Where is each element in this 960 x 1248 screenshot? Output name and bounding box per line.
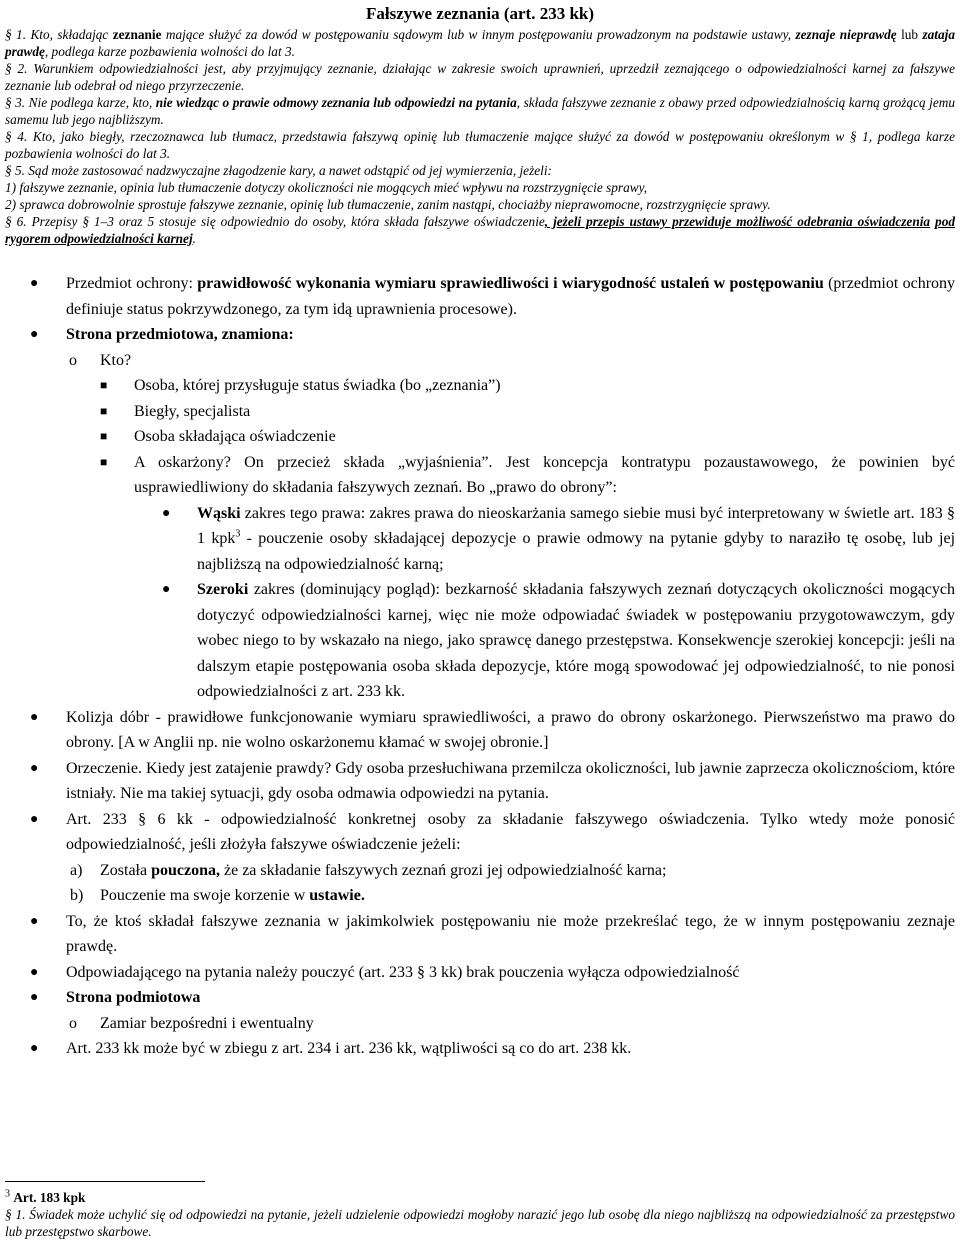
- statute-paragraph-6: § 6. Przepisy § 1–3 oraz 5 stosuje się odpowiednio do osoby, która składa fałszywe oświadczenie, jeżeli przepis ustawy przewiduje możliwość odebrania oświadczenia pod rygorem odpowiedzialności karnej.: [5, 214, 955, 246]
- bullet-icon: ●: [30, 990, 39, 1005]
- bullet-icon: ●: [162, 582, 171, 597]
- sub-sub-list-item: ■ Osoba, której przysługuje status świadka (bo „zeznania”): [100, 373, 955, 399]
- sub-sub-list-item: ■ Biegły, specjalista: [100, 399, 955, 425]
- lettered-item: a) Została pouczona, że za składanie fałszywych zeznań grozi jej odpowiedzialność karna;: [70, 861, 667, 879]
- footnote: [5, 1189, 955, 1240]
- bullet-icon: ●: [30, 760, 39, 776]
- list-item: ● Przedmiot ochrony: prawidłowość wykonania wymiaru sprawiedliwości i wiarygodność ustaleń w postępowaniu (przedmiot ochrony definiuje status pokrzywdzonego, za tym idą uprawnienia procesowe).: [5, 271, 955, 322]
- statute-paragraph-5-item-2: 2) sprawca dobrowolnie sprostuje fałszywe zeznanie, opinię lub tłumaczenie, zanim nastąpi, chociażby nieprawomocne, rozstrzygnięcie sprawy.: [5, 197, 771, 212]
- list-item: ● Art. 233 kk może być w zbiegu z art. 234 i art. 236 kk, wątpliwości są co do art. 238 kk.: [5, 1036, 955, 1062]
- square-bullet-icon: ■: [100, 378, 108, 392]
- paragraph-number: § 5.: [5, 163, 25, 178]
- circle-bullet-icon: o: [69, 1014, 77, 1032]
- narrow-scope-item: ● Wąski zakres tego prawa: zakres prawa do nieoskarżania samego siebie musi być interpretowany w świetle art. 183 § 1 kpk$^3$ - pouczenie osoby składającej depozycje o prawie odmowy na pytanie gdyby to naraziło tę osobę, lub jej najbliższą na odpowiedzialność karną;: [134, 501, 955, 578]
- footnote-mark: 3: [5, 1188, 10, 1200]
- lettered-item: b) Pouczenie ma swoje korzenie w ustawie.: [70, 887, 365, 904]
- square-bullet-icon: ■: [100, 454, 108, 469]
- sub-sub-list-item: ■ Osoba składająca oświadczenie: [100, 424, 955, 450]
- list-item: ● Odpowiadającego na pytania należy pouczyć (art. 233 § 3 kk) brak pouczenia wyłącza odpowiedzialność: [5, 960, 955, 986]
- footnote-title: Art. 183 kpk: [13, 1190, 86, 1205]
- footnote-reference[interactable]: 3: [235, 528, 241, 540]
- bullet-icon: ●: [162, 505, 171, 521]
- bullet-icon: ●: [30, 1041, 39, 1056]
- bullet-icon: ●: [30, 811, 39, 827]
- list-item: ● Orzeczenie. Kiedy jest zatajenie prawdy? Gdy osoba przesłuchiwana przemilcza okoliczności, lub jawnie zaprzecza okolicznościom, które istniały. Nie ma takiej sytuacji, gdy osoba odmawia odpowiedzi na pytania.: [5, 756, 955, 807]
- footnote-text: § 1. Świadek może uchylić się od odpowiedzi na pytanie, jeżeli udzielenie odpowiedzi mogłoby narazić jego lub osobę dla niego najbliższą na odpowiedzialność za przestępstwo lub przestępstwo skarbowe.: [5, 1207, 955, 1239]
- square-bullet-icon: ■: [100, 429, 108, 443]
- bullet-icon: ●: [30, 964, 39, 980]
- bullet-icon: ●: [30, 276, 39, 291]
- list-item: ● Strona przedmiotowa, znamiona: o Kto? ■ Osoba, której przysługuje status świadka (bo „zeznania”) ■ Biegły, specjalista ■ Osoba składająca oświadczenie ■ A oskarżony? On przecież składa „wyjaśnienia”. Jest koncepcja kontratypu pozaustawowego, że powinien być usprawiedliwiony do składania fałszywych zeznań. Bo „prawo do obrony”: ● Wąski zakres tego prawa: zakres prawa do nieoskarżania samego siebie musi być interpretowany w świetle art. 183 § 1 kpk$^3$ - pouczenie osoby składającej depozycje o prawie odmowy na pytanie gdyby to naraziło tę osobę, lub jej najbliższą na odpowiedzialność karną; ● Szeroki zakres (dominujący pogląd): bezkarność składania fałszywych zeznań dotyczących okoliczności mogących dotyczyć odpowiedzialności karnej, więc nie może odpowiadać świadek w postępowaniu przygotowawczym, gdy wobec niego to by wskazało na niego, jako sprawcę danego przestępstwa. Konsekwencje szerokiej koncepcji: jeśli na dalszym etapie postępowania osoba składa depozycje, które mogą spowodować jej odpowiedzialność, to nie ponosi odpowiedzialności z art. 233 kk.: [5, 322, 955, 705]
- sub-list-item: o Zamiar bezpośredni i ewentualny: [66, 1011, 955, 1037]
- page-title: Fałszywe zeznania (art. 233 kk): [365, 4, 595, 23]
- paragraph-number: § 6.: [5, 214, 27, 229]
- bullet-icon: ●: [30, 709, 39, 725]
- sub-sub-list-item: ■ A oskarżony? On przecież składa „wyjaśnienia”. Jest koncepcja kontratypu pozaustawowego, że powinien być usprawiedliwiony do składania fałszywych zeznań. Bo „prawo do obrony”: ● Wąski zakres tego prawa: zakres prawa do nieoskarżania samego siebie musi być interpretowany w świetle art. 183 § 1 kpk$^3$ - pouczenie osoby składającej depozycje o prawie odmowy na pytanie gdyby to naraziło tę osobę, lub jej najbliższą na odpowiedzialność karną; ● Szeroki zakres (dominujący pogląd): bezkarność składania fałszywych zeznań dotyczących okoliczności mogących dotyczyć odpowiedzialności karnej, więc nie może odpowiadać świadek w postępowaniu przygotowawczym, gdy wobec niego to by wskazało na niego, jako sprawcę danego przestępstwa. Konsekwencje szerokiej koncepcji: jeśli na dalszym etapie postępowania osoba składa depozycje, które mogą spowodować jej odpowiedzialność, to nie ponosi odpowiedzialności z art. 233 kk.: [100, 450, 955, 705]
- list-item: ● Strona podmiotowa o Zamiar bezpośredni i ewentualny: [5, 985, 955, 1036]
- square-bullet-icon: ■: [100, 403, 108, 418]
- paragraph-number: § 3.: [5, 95, 26, 110]
- paragraph-number: § 2.: [5, 61, 28, 76]
- statute-text: [5, 26, 955, 247]
- footnote-separator: [5, 1181, 205, 1182]
- paragraph-number: § 4.: [5, 129, 28, 144]
- paragraph-number: § 1.: [5, 27, 27, 42]
- sub-list-item: o Kto? ■ Osoba, której przysługuje status świadka (bo „zeznania”) ■ Biegły, specjalista ■ Osoba składająca oświadczenie ■ A oskarżony? On przecież składa „wyjaśnienia”. Jest koncepcja kontratypu pozaustawowego, że powinien być usprawiedliwiony do składania fałszywych zeznań. Bo „prawo do obrony”: ● Wąski zakres tego prawa: zakres prawa do nieoskarżania samego siebie musi być interpretowany w świetle art. 183 § 1 kpk$^3$ - pouczenie osoby składającej depozycje o prawie odmowy na pytanie gdyby to naraziło tę osobę, lub jej najbliższą na odpowiedzialność karną; ● Szeroki zakres (dominujący pogląd): bezkarność składania fałszywych zeznań dotyczących okoliczności mogących dotyczyć odpowiedzialności karnej, więc nie może odpowiadać świadek w postępowaniu przygotowawczym, gdy wobec niego to by wskazało na niego, jako sprawcę danego przestępstwa. Konsekwencje szerokiej koncepcji: jeśli na dalszym etapie postępowania osoba składa depozycje, które mogą spowodować jej odpowiedzialność, to nie ponosi odpowiedzialności z art. 233 kk.: [66, 348, 955, 705]
- statute-paragraph-1: § 1. Kto, składając zeznanie mające służyć za dowód w postępowaniu sądowym lub w innym postępowaniu prowadzonym na podstawie ustawy, zeznaje nieprawdę lub zataja prawdę, podlega karze pozbawienia wolności do lat 3.: [5, 27, 955, 59]
- statute-paragraph-4: § 4. Kto, jako biegły, rzeczoznawca lub tłumacz, przedstawia fałszywą opinię lub tłumaczenie mające służyć za dowód w postępowaniu określonym w § 1, podlega karze pozbawienia wolności do lat 3.: [5, 129, 955, 161]
- statute-paragraph-5: § 5. Sąd może zastosować nadzwyczajne złagodzenie kary, a nawet odstąpić od jej wymierzenia, jeżeli:: [5, 163, 552, 178]
- list-item: ● Kolizja dóbr - prawidłowe funkcjonowanie wymiaru sprawiedliwości, a prawo do obrony oskarżonego. Pierwszeństwo ma prawo do obrony. [A w Anglii np. nie wolno oskarżonemu kłamać w swojej obronie.]: [5, 705, 955, 756]
- list-item: ● To, że ktoś składał fałszywe zeznania w jakimkolwiek postępowaniu nie może przekreślać tego, że w innym postępowaniu zeznaje prawdę.: [5, 909, 955, 960]
- bullet-icon: ●: [30, 913, 39, 929]
- statute-paragraph-2: § 2. Warunkiem odpowiedzialności jest, aby przyjmujący zeznanie, działając w zakresie swoich uprawnień, uprzedził zeznającego o odpowiedzialności karnej za fałszywe zeznanie lub odebrał od niego przyrzeczenie.: [5, 61, 956, 93]
- statute-paragraph-5-item-1: 1) fałszywe zeznanie, opinia lub tłumaczenie dotyczy okoliczności nie mogących mieć wpływu na rozstrzygnięcie sprawy,: [5, 180, 648, 195]
- broad-scope-item: ● Szeroki zakres (dominujący pogląd): bezkarność składania fałszywych zeznań dotyczących okoliczności mogących dotyczyć odpowiedzialności karnej, więc nie może odpowiadać świadek w postępowaniu przygotowawczym, gdy wobec niego to by wskazało na niego, jako sprawcę danego przestępstwa. Konsekwencje szerokiej koncepcji: jeśli na dalszym etapie postępowania osoba składa depozycje, które mogą spowodować jej odpowiedzialność, to nie ponosi odpowiedzialności z art. 233 kk.: [134, 577, 955, 705]
- bullet-icon: ●: [30, 327, 39, 342]
- lecture-notes: [5, 271, 955, 1062]
- statute-paragraph-3: § 3. Nie podlega karze, kto, nie wiedząc o prawie odmowy zeznania lub odpowiedzi na pytania, składa fałszywe zeznanie z obawy przed odpowiedzialnością karną grożącą jemu samemu lub jego najbliższym.: [5, 95, 956, 127]
- list-item: ● Art. 233 § 6 kk - odpowiedzialność konkretnej osoby za składanie fałszywego oświadczenia. Tylko wtedy może ponosić odpowiedzialność, jeśli złożyła fałszywe oświadczenie jeżeli: a) Została pouczona, że za składanie fałszywych zeznań grozi jej odpowiedzialność karna; b) Pouczenie ma swoje korzenie w ustawie.: [5, 807, 955, 909]
- circle-bullet-icon: o: [69, 351, 77, 369]
